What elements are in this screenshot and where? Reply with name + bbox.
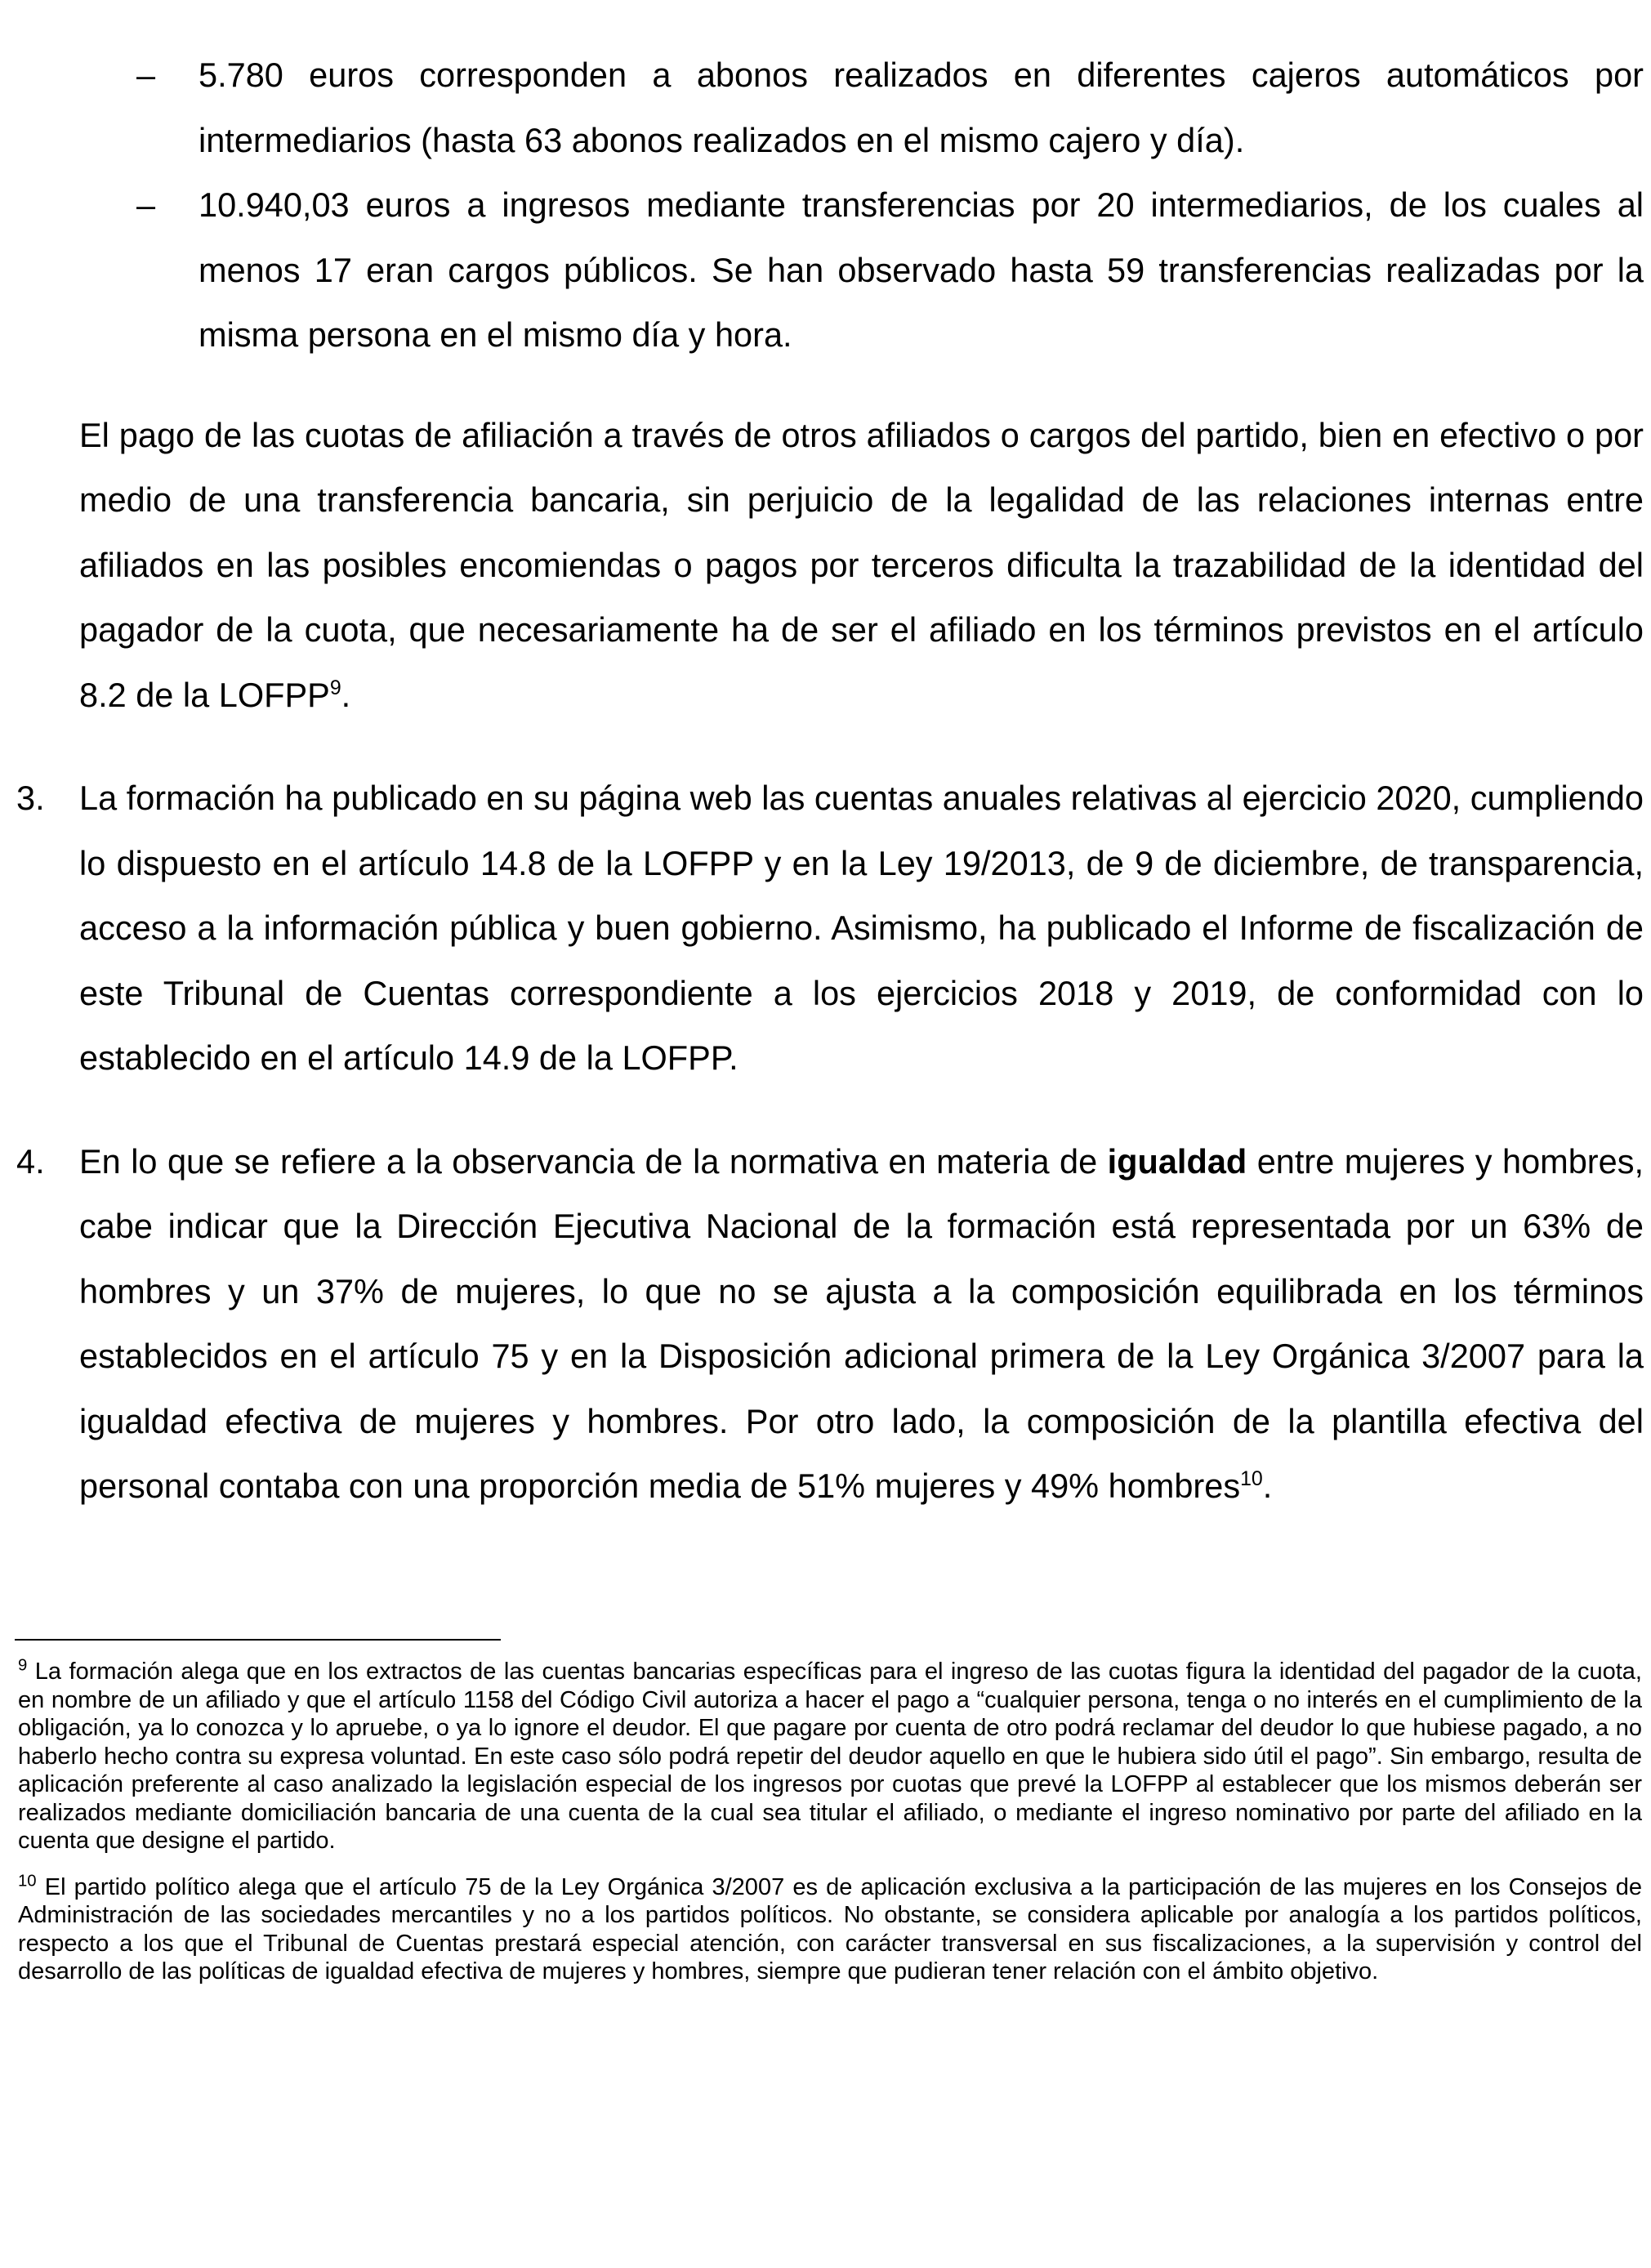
item-text: La formación ha publicado en su página web las cuentas anuales relativas al ejercicio 2020, cumpliendo lo dispuesto en el artículo 14.8 de la LOFPP y en la Ley 19/2013, de 9 de diciembre, de transparencia, acceso a la información pública y buen gobierno. Asimismo, ha publicado el Informe de fiscalización de este Tribunal de Cuentas correspondiente a los ejercicios 2018 y 2019, de conformidad con lo establecido en el artículo 14.9 de la LOFPP. [79,779,1644,1077]
paragraph-cuotas [79,403,1644,728]
footnote-text: El partido político alega que el artículo 75 de la Ley Orgánica 3/2007 es de aplicación exclusiva a la participación de las mujeres en los Consejos de Administración de las sociedades mercantiles y no a los partidos políticos. No obstante, se considera aplicable por analogía a los partidos políticos, respecto a los que el Tribunal de Cuentas prestará especial atención, con carácter transversal en sus fiscalizaciones, a la supervisión y control del desarrollo de las políticas de igualdad efectiva de mujeres y hombres, siempre que pudieran tener relación con el ámbito objetivo. [18,1873,1642,1984]
footnote-number: 9 [18,1656,28,1675]
bullet-text: 10.940,03 euros a ingresos mediante transferencias por 20 intermediarios, de los cuales al menos 17 eran cargos públicos. Se han observado hasta 59 transferencias realizadas por la misma persona en el mismo día y hora. [199,185,1644,354]
main-body [16,42,1644,1519]
item-number: 3. [16,779,45,817]
paragraph-text: El pago de las cuotas de afiliación a través de otros afiliados o cargos del partido, bien en efectivo o por medio de una transferencia bancaria, sin perjuicio de la legalidad de las relaciones internas entre afiliados en las posibles encomiendas o pagos por terceros dificulta la trazabilidad de la identidad del pagador de la cuota, que necesariamente ha de ser el afiliado en los términos previstos en el artículo 8.2 de la LOFPP [79,415,1644,714]
dash-marker: – [136,56,156,94]
item-bold-term: igualdad [1107,1141,1247,1181]
footnote-separator [15,1639,501,1641]
footnote-9 [18,1658,1642,1855]
bullet-item-1 [79,42,1644,172]
paragraph-end: . [341,675,351,714]
bullet-item-2 [79,172,1644,368]
numbered-item-4 [16,1129,1644,1519]
footnotes [18,1658,1642,1986]
bullet-text: 5.780 euros corresponden a abonos realizados en diferentes cajeros automáticos por intermediarios (hasta 63 abonos realizados en el mismo cajero y día). [199,56,1644,159]
dash-marker: – [136,185,156,224]
item-number: 4. [16,1141,45,1181]
footnote-ref-9[interactable]: 9 [329,676,341,699]
numbered-item-3 [16,766,1644,1091]
footnote-text: La formación alega que en los extractos de las cuentas bancarias específicas para el ingreso de las cuotas figura la identidad del pagador de la cuota, en nombre de un afiliado y que el artículo 1158 del Código Civil autoriza a hacer el pago a “cualquier persona, tenga o no interés en el cumplimiento de la obligación, ya lo conozca y lo apruebe, o ya lo ignore el deudor. El que pagare por cuenta de otro podrá reclamar del deudor lo que hubiese pagado, a no haberlo hecho contra su expresa voluntad. En este caso sólo podrá repetir del deudor aquello en que le hubiera sido útil el pago”. Sin embargo, resulta de aplicación preferente al caso analizado la legislación especial de los ingresos por cuotas que prevé la LOFPP al establecer que los mismos deberán ser realizados mediante domiciliación bancaria de una cuenta de la cual sea titular el afiliado, o mediante el ingreso nominativo por parte del afiliado en la cuenta que designe el partido. [18,1659,1642,1854]
footnote-10 [18,1873,1642,1986]
item-end: . [1262,1467,1273,1505]
footnote-ref-10[interactable]: 10 [1240,1467,1263,1491]
item-text-after: entre mujeres y hombres, cabe indicar que la Dirección Ejecutiva Nacional de la formación está representada por un 63% de hombres y un 37% de mujeres, lo que no se ajusta a la composición equilibrada en los términos establecidos en el artículo 75 y en la Disposición adicional primera de la Ley Orgánica 3/2007 para la igualdad efectiva de mujeres y hombres. Por otro lado, la composición de la plantilla efectiva del personal contaba con una proporción media de 51% mujeres y 49% hombres [79,1141,1644,1505]
item-text-before: En lo que se refiere a la observancia de la normativa en materia de [79,1141,1108,1181]
footnote-number: 10 [18,1871,37,1890]
